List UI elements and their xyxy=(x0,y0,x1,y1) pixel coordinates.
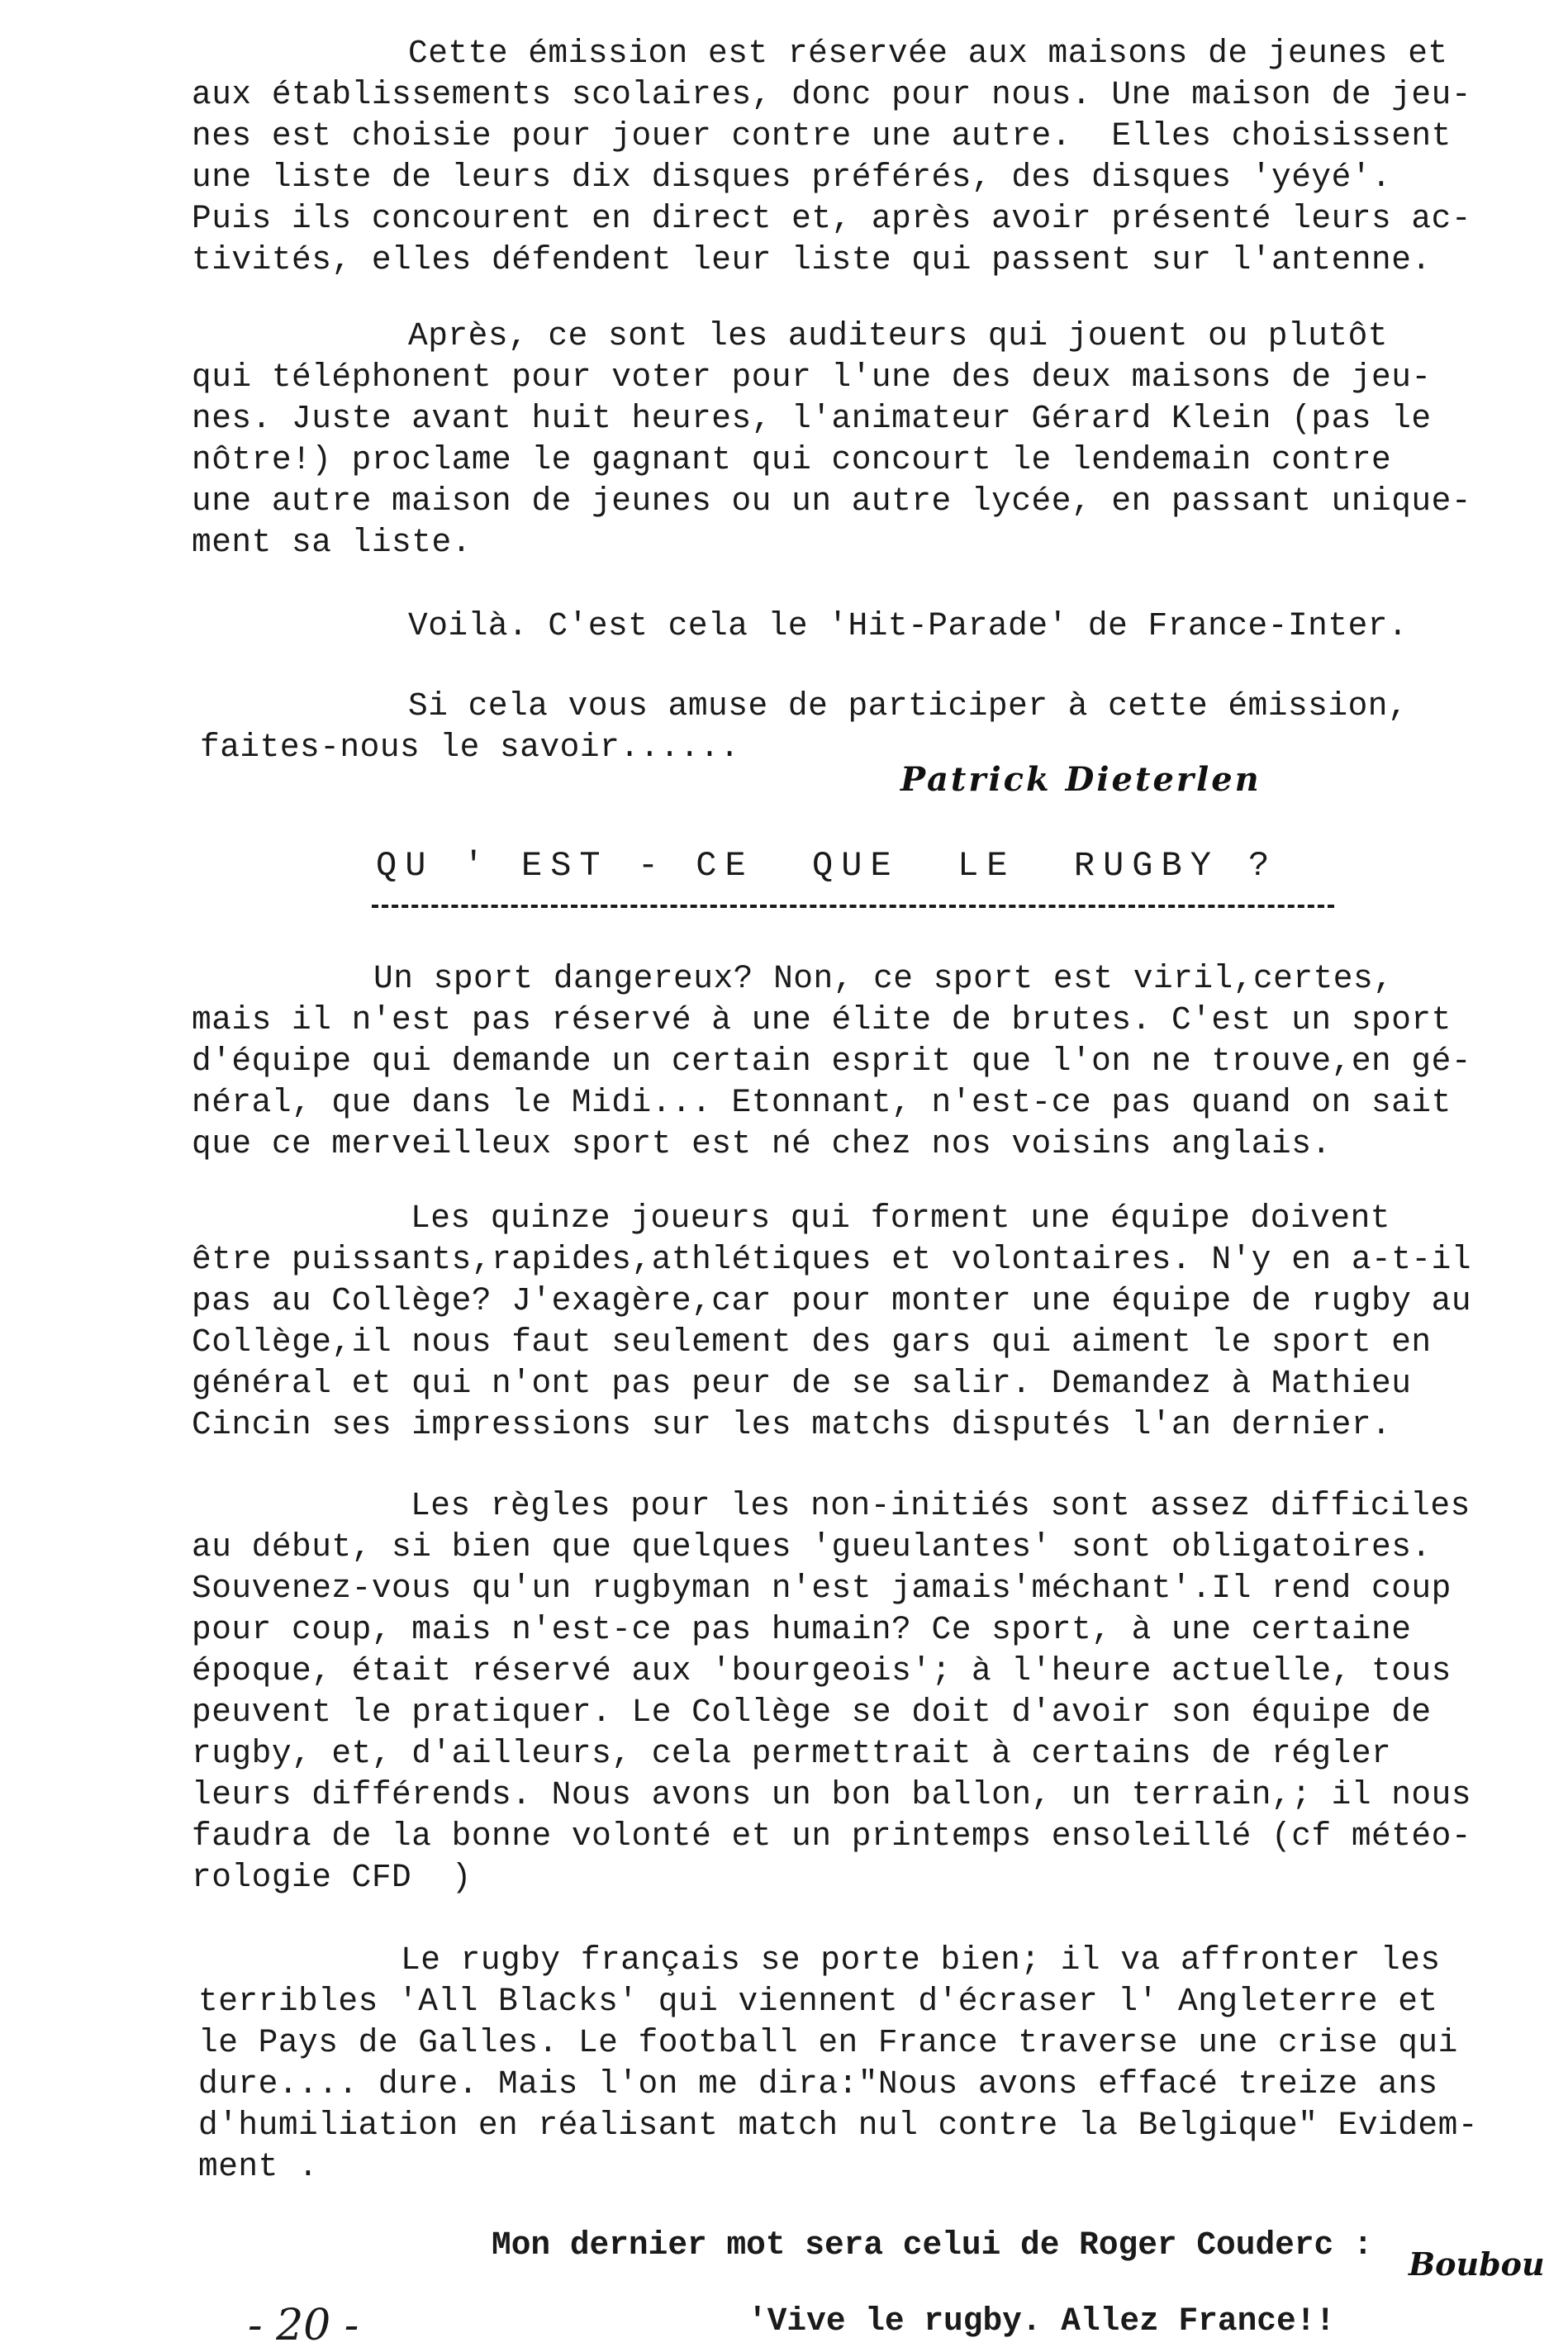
text-line: peuvent le pratiquer. Le Collège se doit d'avoir son équipe de xyxy=(192,1694,1432,1731)
text-line: Un sport dangereux? Non, ce sport est viril,certes, xyxy=(373,960,1394,997)
text-line: Cincin ses impressions sur les matchs disputés l'an dernier. xyxy=(192,1406,1392,1443)
text-line: d'équipe qui demande un certain esprit que l'on ne trouve,en gé- xyxy=(192,1043,1472,1080)
text-line: Après, ce sont les auditeurs qui jouent ou plutôt xyxy=(408,317,1388,354)
handwritten-signature-boubou: Boubou xyxy=(1409,2245,1545,2283)
text-line: pas au Collège? J'exagère,car pour monter une équipe de rugby au xyxy=(192,1282,1472,1319)
heading-underline xyxy=(372,905,1334,908)
text-line: Le rugby français se porte bien; il va affronter les xyxy=(401,1941,1441,1979)
paragraph-hit-parade-intro xyxy=(192,33,1480,281)
text-line: aux établissements scolaires, donc pour nous. Une maison de jeu- xyxy=(192,76,1472,113)
text-line: pour coup, mais n'est-ce pas humain? Ce sport, à une certaine xyxy=(192,1611,1412,1648)
text-line: Souvenez-vous qu'un rugbyman n'est jamais'méchant'.Il rend coup xyxy=(192,1570,1452,1607)
text-line: ment . xyxy=(198,2148,319,2185)
text-line: être puissants,rapides,athlétiques et volontaires. N'y en a-t-il xyxy=(192,1241,1472,1278)
text-line: nes. Juste avant huit heures, l'animateur Gérard Klein (pas le xyxy=(192,400,1432,437)
handwritten-signature: Patrick Dieterlen xyxy=(900,760,1262,799)
text-line: Si cela vous amuse de participer à cette émission, xyxy=(408,687,1409,725)
text-line: nes est choisie pour jouer contre une autre. Elles choisissent xyxy=(192,117,1452,154)
text-line: au début, si bien que quelques 'gueulantes' sont obligatoires. xyxy=(192,1528,1432,1566)
text-line: Les quinze joueurs qui forment une équipe doivent xyxy=(411,1200,1390,1237)
text-line: une autre maison de jeunes ou un autre lycée, en passant unique- xyxy=(192,482,1472,520)
text-line: nôtre!) proclame le gagnant qui concourt le lendemain contre xyxy=(192,441,1392,478)
text-line: Cette émission est réservée aux maisons de jeunes et xyxy=(408,35,1448,72)
text-line: que ce merveilleux sport est né chez nos voisins anglais. xyxy=(192,1125,1332,1162)
paragraph-fifteen-players xyxy=(192,1198,1480,1446)
text-line: rologie CFD ) xyxy=(192,1859,472,1896)
paragraph-dangerous-sport xyxy=(192,958,1480,1165)
text-line: faites-nous le savoir...... xyxy=(200,729,740,766)
paragraph-participate xyxy=(192,686,1480,768)
text-line: leurs différends. Nous avons un bon ballon, un terrain,; il nous xyxy=(192,1776,1472,1813)
text-line: ment sa liste. xyxy=(192,524,472,561)
text-line: général et qui n'ont pas peur de se salir. Demandez à Mathieu xyxy=(192,1365,1412,1402)
text-line: une liste de leurs dix disques préférés, des disques 'yéyé'. xyxy=(192,159,1392,196)
paragraph-listeners-vote xyxy=(192,316,1480,563)
text-line: époque, était réservé aux 'bourgeois'; à l'heure actuelle, tous xyxy=(192,1652,1452,1689)
text-line: d'humiliation en réalisant match nul contre la Belgique" Evidem- xyxy=(198,2107,1479,2144)
text-line: néral, que dans le Midi... Etonnant, n'est-ce pas quand on sait xyxy=(192,1084,1452,1121)
closing-quote: 'Vive le rugby. Allez France!! xyxy=(748,2302,1336,2340)
paragraph-french-rugby xyxy=(198,1940,1487,2188)
text-line: faudra de la bonne volonté et un printemps ensoleillé (cf météo- xyxy=(192,1817,1472,1855)
text-line: dure.... dure. Mais l'on me dira:"Nous avons effacé treize ans xyxy=(198,2065,1438,2103)
closing-line: Mon dernier mot sera celui de Roger Couderc : xyxy=(492,2226,1373,2264)
paragraph-rules xyxy=(192,1485,1480,1898)
section-heading: QU ' EST - CE QUE LE RUGBY ? xyxy=(376,846,1278,886)
text-line: qui téléphonent pour voter pour l'une des deux maisons de jeu- xyxy=(192,359,1432,396)
paragraph-voila xyxy=(192,606,1480,647)
text-line: tivités, elles défendent leur liste qui passent sur l'antenne. xyxy=(192,241,1432,278)
text-line: rugby, et, d'ailleurs, cela permettrait à certains de régler xyxy=(192,1735,1392,1772)
text-line: Voilà. C'est cela le 'Hit-Parade' de France-Inter. xyxy=(408,607,1409,644)
text-line: Collège,il nous faut seulement des gars qui aiment le sport en xyxy=(192,1323,1432,1361)
text-line: le Pays de Galles. Le football en France traverse une crise qui xyxy=(198,2024,1458,2061)
text-line: mais il n'est pas réservé à une élite de brutes. C'est un sport xyxy=(192,1001,1452,1038)
text-line: Puis ils concourent en direct et, après avoir présenté leurs ac- xyxy=(192,200,1472,237)
page-number: - 20 - xyxy=(248,2301,359,2350)
text-line: Les règles pour les non-initiés sont assez difficiles xyxy=(411,1487,1471,1524)
text-line: terribles 'All Blacks' qui viennent d'écraser l' Angleterre et xyxy=(198,1983,1438,2020)
